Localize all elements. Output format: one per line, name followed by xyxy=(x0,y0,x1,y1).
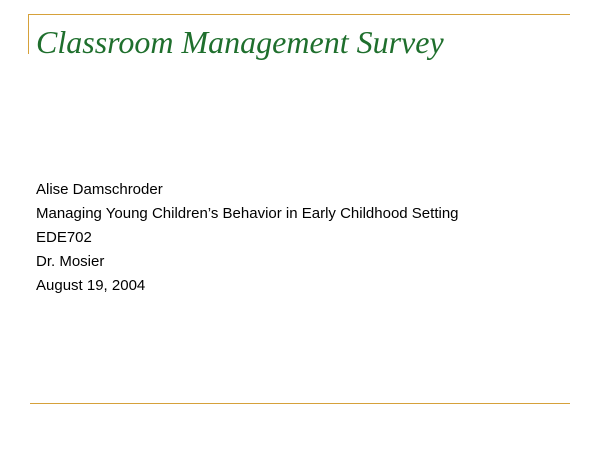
presentation-date: August 19, 2004 xyxy=(36,277,146,294)
course-code: EDE702 xyxy=(36,229,92,246)
author-name: Alise Damschroder xyxy=(36,181,163,198)
slide-title: Classroom Management Survey xyxy=(36,24,444,60)
slide-details xyxy=(36,178,459,298)
instructor-name: Dr. Mosier xyxy=(36,253,105,270)
bottom-accent-rule xyxy=(30,403,570,404)
course-title: Managing Young Children’s Behavior in Early Childhood Setting xyxy=(36,205,459,222)
left-accent-rule xyxy=(28,14,29,54)
top-accent-rule xyxy=(28,14,570,15)
